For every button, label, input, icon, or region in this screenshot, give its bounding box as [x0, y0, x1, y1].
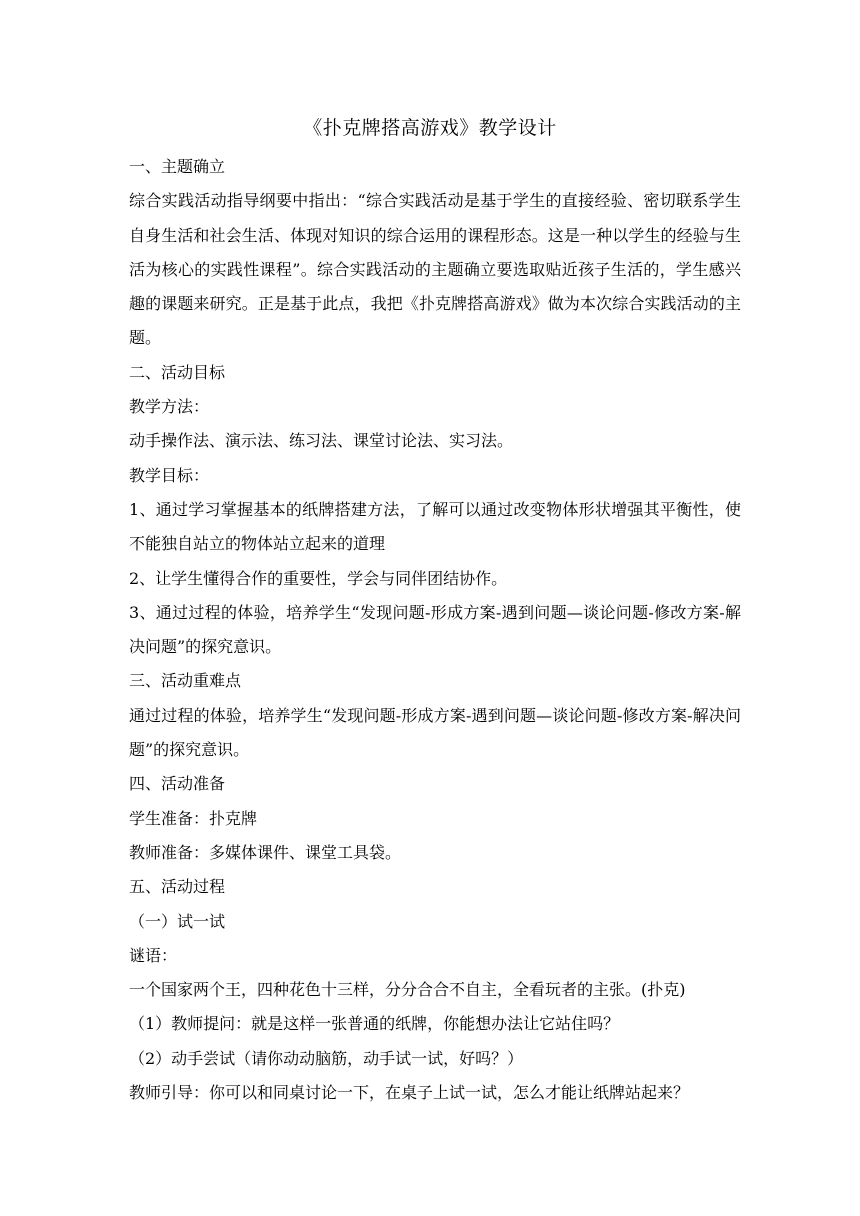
- subheading-methods: 教学方法：: [129, 397, 210, 417]
- objective-item-3: 3、通过过程的体验，培养学生“发现问题-形成方案-遇到问题—谈论问题-修改方案-解决问题”的探究意识。: [129, 602, 741, 657]
- subheading-riddle: 谜语：: [129, 945, 178, 965]
- document-title: 《扑克牌搭高游戏》教学设计: [303, 117, 557, 139]
- subheading-objectives: 教学目标：: [129, 465, 210, 485]
- section-heading-goals: 二、活动目标: [129, 362, 226, 382]
- paragraph-teacher-guide: 教师引导：你可以和同桌讨论一下，在桌子上试一试，怎么才能让纸牌站起来？: [129, 1083, 690, 1103]
- section-heading-preparation: 四、活动准备: [129, 774, 226, 794]
- objective-item-2: 2、让学生懂得合作的重要性，学会与同伴团结协作。: [129, 568, 508, 588]
- paragraph-key-points: 通过过程的体验，培养学生“发现问题-形成方案-遇到问题—谈论问题-修改方案-解决问题”的探究意识。: [129, 705, 741, 760]
- paragraph-teacher-prep: 教师准备：多媒体课件、课堂工具袋。: [129, 842, 402, 862]
- paragraph-topic-intro: 综合实践活动指导纲要中指出：“综合实践活动是基于学生的直接经验、密切联系学生自身生活和社会生活、体现对知识的综合运用的课程形态。这是一种以学生的经验与生活为核心的实践性课程”。综合实践活动的主题确立要选取贴近孩子生活的，学生感兴趣的课题来研究。正是基于此点，我把《扑克牌搭高游戏》做为本次综合实践活动的主题。: [129, 191, 741, 348]
- paragraph-methods: 动手操作法、演示法、练习法、课堂讨论法、实习法。: [129, 431, 514, 451]
- paragraph-hands-on: （2）动手尝试（请你动动脑筋，动手试一试，好吗？）: [129, 1048, 524, 1068]
- section-heading-key-points: 三、活动重难点: [129, 671, 242, 691]
- paragraph-student-prep: 学生准备：扑克牌: [129, 808, 258, 828]
- objective-item-1: 1、通过学习掌握基本的纸牌搭建方法，了解可以通过改变物体形状增强其平衡性，使不能独自站立的物体站立起来的道理: [129, 499, 741, 554]
- subheading-try: （一）试一试: [129, 911, 226, 931]
- document-body: [129, 150, 741, 1110]
- paragraph-riddle: 一个国家两个王，四种花色十三样，分分合合不自主，全看玩者的主张。(扑克): [129, 980, 686, 1000]
- section-heading-topic: 一、主题确立: [129, 157, 226, 176]
- section-heading-process: 五、活动过程: [129, 877, 226, 897]
- paragraph-teacher-question: （1）教师提问：就是这样一张普通的纸牌，你能想办法让它站住吗？: [129, 1014, 620, 1034]
